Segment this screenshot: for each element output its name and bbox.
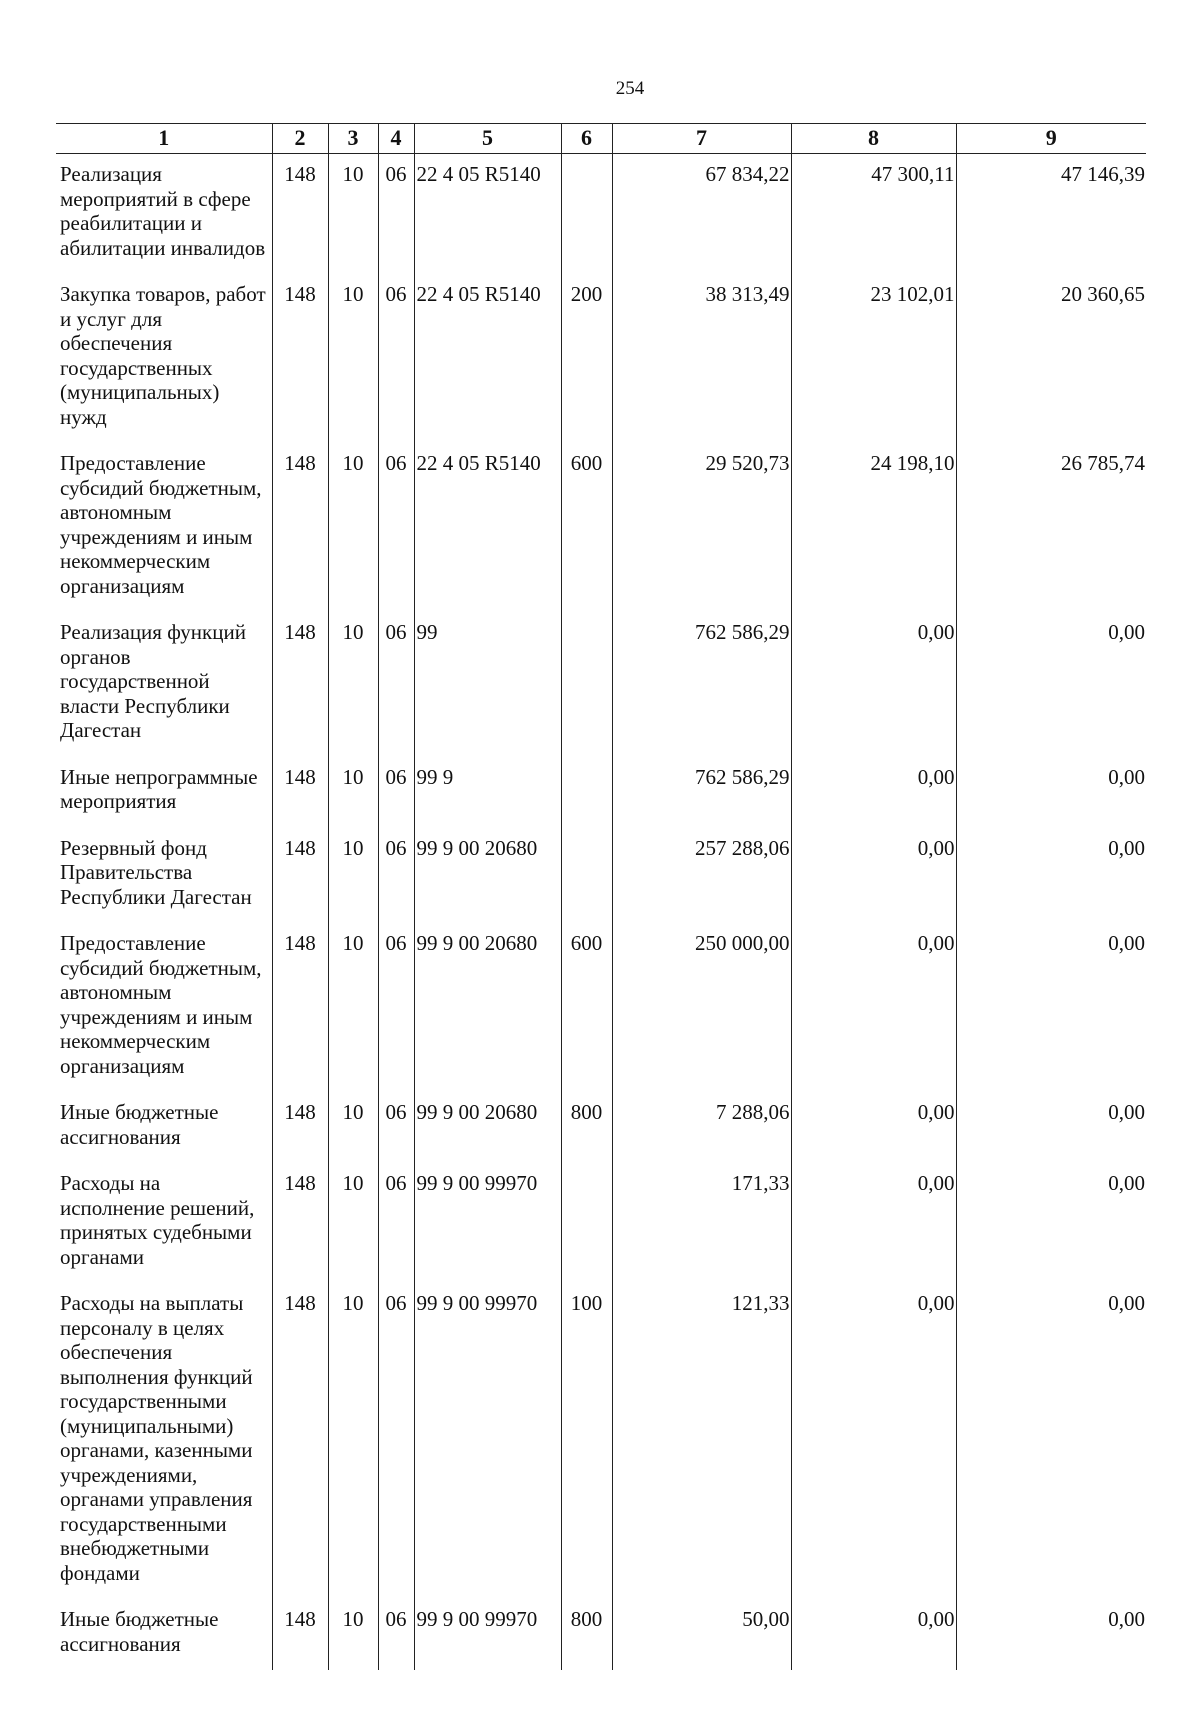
cell-amount-7: 7 288,06: [612, 1092, 791, 1163]
cell-target-code: 22 4 05 R5140: [414, 443, 561, 612]
cell-amount-7: 171,33: [612, 1163, 791, 1283]
table-row: [56, 923, 1146, 1092]
cell-amount-8: 0,00: [791, 612, 956, 757]
cell-expense-type: [561, 1163, 612, 1283]
cell-section: 10: [328, 274, 378, 443]
cell-expense-type: 800: [561, 1092, 612, 1163]
cell-expense-type: 600: [561, 443, 612, 612]
table-row: [56, 1163, 1146, 1283]
cell-amount-9: 26 785,74: [956, 443, 1146, 612]
cell-amount-7: 250 000,00: [612, 923, 791, 1092]
column-header: 5: [414, 124, 561, 154]
cell-admin-code: 148: [272, 443, 328, 612]
cell-section: 10: [328, 612, 378, 757]
cell-subsection: 06: [378, 443, 414, 612]
cell-subsection: 06: [378, 923, 414, 1092]
column-header: 8: [791, 124, 956, 154]
cell-amount-8: 0,00: [791, 1092, 956, 1163]
row-name: Расходы на выплаты персоналу в целях обеспечения выполнения функций государственными (муниципальными) органами, казенными учреждениями, органами управления государственными внебюджетными фондами: [60, 1291, 253, 1585]
table-row: [56, 612, 1146, 757]
cell-subsection: 06: [378, 757, 414, 828]
cell-target-code: 99: [414, 612, 561, 757]
column-header: 9: [956, 124, 1146, 154]
cell-section: 10: [328, 923, 378, 1092]
cell-admin-code: 148: [272, 274, 328, 443]
cell-amount-7: 38 313,49: [612, 274, 791, 443]
cell-section: 10: [328, 154, 378, 275]
row-name: Резервный фонд Правительства Республики Дагестан: [60, 835, 252, 909]
cell-subsection: 06: [378, 828, 414, 924]
table-row: [56, 757, 1146, 828]
column-header: 2: [272, 124, 328, 154]
cell-amount-8: 0,00: [791, 828, 956, 924]
cell-amount-7: 67 834,22: [612, 154, 791, 275]
cell-admin-code: 148: [272, 1092, 328, 1163]
cell-target-code: 99 9 00 99970: [414, 1163, 561, 1283]
row-name: Иные бюджетные ассигнования: [60, 1100, 219, 1149]
row-name: Закупка товаров, работ и услуг для обеспечения государственных (муниципальных) нужд: [60, 282, 266, 429]
cell-target-code: 99 9 00 20680: [414, 1092, 561, 1163]
page-number: 254: [615, 78, 645, 99]
cell-target-code: 99 9: [414, 757, 561, 828]
cell-subsection: 06: [378, 154, 414, 275]
cell-target-code: 99 9 00 99970: [414, 1283, 561, 1599]
cell-expense-type: [561, 828, 612, 924]
cell-section: 10: [328, 1092, 378, 1163]
cell-subsection: 06: [378, 612, 414, 757]
cell-subsection: 06: [378, 1092, 414, 1163]
cell-amount-7: 50,00: [612, 1599, 791, 1670]
table-row: [56, 1283, 1146, 1599]
cell-subsection: 06: [378, 1163, 414, 1283]
cell-amount-9: 0,00: [956, 1599, 1146, 1670]
cell-subsection: 06: [378, 1599, 414, 1670]
cell-amount-9: 20 360,65: [956, 274, 1146, 443]
row-name: Реализация функций органов государственной власти Республики Дагестан: [60, 620, 246, 742]
row-name: Предоставление субсидий бюджетным, автономным учреждениям и иным некоммерческим организациям: [60, 931, 262, 1078]
cell-section: 10: [328, 1163, 378, 1283]
budget-table: [56, 123, 1146, 1670]
cell-section: 10: [328, 1599, 378, 1670]
cell-expense-type: [561, 612, 612, 757]
row-name: Иные непрограммные мероприятия: [60, 764, 258, 813]
table-row: [56, 154, 1146, 275]
cell-amount-9: 0,00: [956, 1163, 1146, 1283]
cell-section: 10: [328, 1283, 378, 1599]
table-row: [56, 443, 1146, 612]
cell-expense-type: 600: [561, 923, 612, 1092]
cell-target-code: 22 4 05 R5140: [414, 274, 561, 443]
cell-amount-9: 0,00: [956, 1092, 1146, 1163]
table-row: [56, 1599, 1146, 1670]
column-header: 3: [328, 124, 378, 154]
cell-section: 10: [328, 443, 378, 612]
cell-expense-type: 200: [561, 274, 612, 443]
cell-amount-9: 47 146,39: [956, 154, 1146, 275]
cell-amount-8: 0,00: [791, 757, 956, 828]
cell-amount-8: 0,00: [791, 923, 956, 1092]
cell-amount-8: 0,00: [791, 1163, 956, 1283]
cell-expense-type: 100: [561, 1283, 612, 1599]
cell-amount-7: 29 520,73: [612, 443, 791, 612]
cell-target-code: 99 9 00 20680: [414, 923, 561, 1092]
cell-expense-type: 800: [561, 1599, 612, 1670]
column-header: 4: [378, 124, 414, 154]
table-row: [56, 828, 1146, 924]
row-name: Иные бюджетные ассигнования: [60, 1607, 219, 1656]
cell-amount-7: 762 586,29: [612, 612, 791, 757]
cell-amount-9: 0,00: [956, 828, 1146, 924]
cell-amount-7: 257 288,06: [612, 828, 791, 924]
cell-admin-code: 148: [272, 757, 328, 828]
cell-target-code: 22 4 05 R5140: [414, 154, 561, 275]
cell-amount-8: 47 300,11: [791, 154, 956, 275]
table-row: [56, 1092, 1146, 1163]
cell-section: 10: [328, 757, 378, 828]
column-header: 1: [56, 124, 272, 154]
cell-amount-8: 24 198,10: [791, 443, 956, 612]
cell-amount-9: 0,00: [956, 1283, 1146, 1599]
cell-expense-type: [561, 154, 612, 275]
cell-amount-8: 0,00: [791, 1599, 956, 1670]
cell-admin-code: 148: [272, 1163, 328, 1283]
cell-admin-code: 148: [272, 1283, 328, 1599]
cell-expense-type: [561, 757, 612, 828]
row-name: Реализация мероприятий в сфере реабилитации и абилитации инвалидов: [60, 162, 266, 260]
cell-target-code: 99 9 00 99970: [414, 1599, 561, 1670]
cell-amount-7: 121,33: [612, 1283, 791, 1599]
cell-admin-code: 148: [272, 923, 328, 1092]
cell-amount-9: 0,00: [956, 923, 1146, 1092]
cell-amount-7: 762 586,29: [612, 757, 791, 828]
cell-admin-code: 148: [272, 1599, 328, 1670]
row-name: Предоставление субсидий бюджетным, автономным учреждениям и иным некоммерческим организациям: [60, 451, 262, 598]
cell-admin-code: 148: [272, 612, 328, 757]
cell-section: 10: [328, 828, 378, 924]
cell-amount-8: 23 102,01: [791, 274, 956, 443]
header-row: [56, 124, 1146, 154]
column-header: 7: [612, 124, 791, 154]
cell-amount-8: 0,00: [791, 1283, 956, 1599]
cell-target-code: 99 9 00 20680: [414, 828, 561, 924]
cell-admin-code: 148: [272, 828, 328, 924]
column-header: 6: [561, 124, 612, 154]
cell-admin-code: 148: [272, 154, 328, 275]
table-row: [56, 274, 1146, 443]
cell-amount-9: 0,00: [956, 757, 1146, 828]
cell-subsection: 06: [378, 1283, 414, 1599]
row-name: Расходы на исполнение решений, принятых судебными органами: [60, 1171, 255, 1269]
cell-subsection: 06: [378, 274, 414, 443]
cell-amount-9: 0,00: [956, 612, 1146, 757]
